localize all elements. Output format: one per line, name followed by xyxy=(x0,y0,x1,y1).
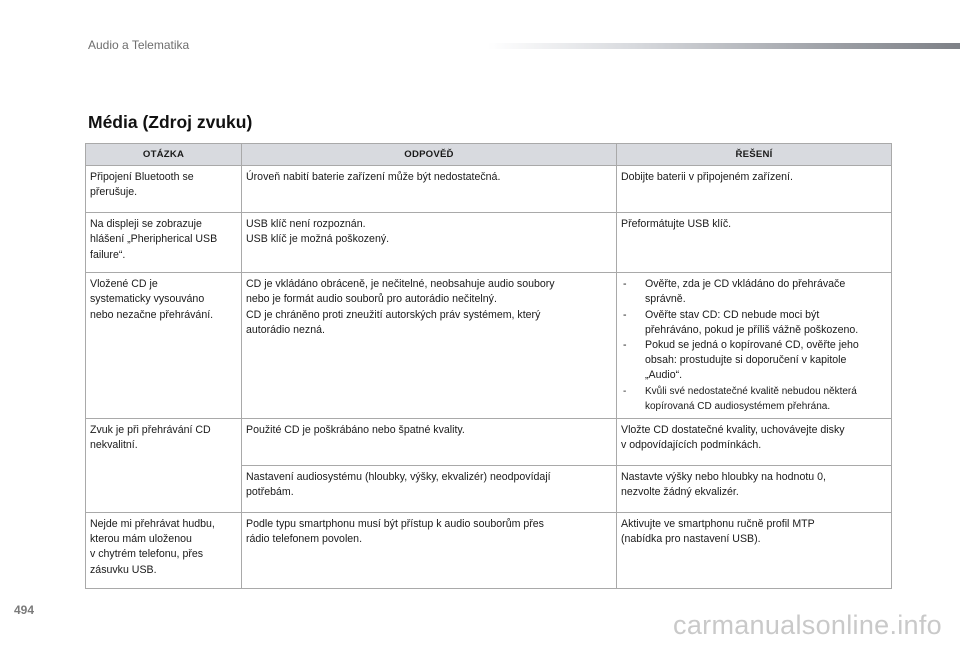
cell-text: Přeformátujte USB klíč. xyxy=(621,218,732,231)
cell-text: nezvolte žádný ekvalizér. xyxy=(621,486,739,499)
cell-text: v odpovídajících podmínkách. xyxy=(621,439,762,452)
bullet-item xyxy=(621,277,887,307)
cell-text: nekvalitní. xyxy=(90,439,138,452)
cell-text: systematicky vysouváno xyxy=(90,293,205,306)
solution-cell xyxy=(617,166,892,213)
cell-text: Vložte CD dostatečné kvality, uchovávejte disky xyxy=(621,424,845,437)
cell-text: hlášení „Pheripherical USB xyxy=(90,233,218,246)
question-cell xyxy=(86,273,242,419)
cell-text: Nastavte výšky nebo hloubky na hodnotu 0, xyxy=(621,471,826,484)
cell-text: v chytrém telefonu, přes xyxy=(90,548,204,561)
cell-text: - Pokud se jedná o kopírované CD, ověřte jeho xyxy=(645,339,859,352)
section-label: Audio a Telematika xyxy=(88,38,190,52)
cell-text: USB klíč je možná poškozený. xyxy=(246,233,390,246)
cell-text: Na displeji se zobrazuje xyxy=(90,218,202,231)
header-gradient-bar xyxy=(488,43,960,49)
cell-text: potřebám. xyxy=(246,486,294,499)
cell-text: rádio telefonem povolen. xyxy=(246,533,363,546)
question-cell xyxy=(86,213,242,273)
troubleshooting-table xyxy=(85,143,892,589)
cell-text: - Kvůli své nedostatečné kvalitě nebudou některá xyxy=(645,385,857,397)
cell-text: přerušuje. xyxy=(90,186,138,199)
cell-text: Zvuk je při přehrávání CD xyxy=(90,424,211,437)
answer-cell xyxy=(242,466,617,513)
table-row xyxy=(86,273,892,419)
bullet-item xyxy=(621,338,887,384)
cell-text: Nastavení audiosystému (hloubky, výšky, ekvalizér) neodpovídají xyxy=(246,471,551,484)
column-header-answer: ODPOVĚĎ xyxy=(242,144,617,166)
solution-bullet-list xyxy=(621,277,887,414)
cell-text: Nejde mi přehrávat hudbu, xyxy=(90,518,215,531)
solution-cell xyxy=(617,419,892,466)
answer-cell xyxy=(242,166,617,213)
cell-text: Úroveň nabití baterie zařízení může být nedostatečná. xyxy=(246,171,501,184)
question-cell xyxy=(86,166,242,213)
solution-cell xyxy=(617,213,892,273)
bullet-item xyxy=(621,308,887,338)
cell-text: nebo je formát audio souborů pro autorádio nečitelný. xyxy=(246,293,497,306)
question-cell xyxy=(86,419,242,513)
table-row xyxy=(86,213,892,273)
table-row xyxy=(86,419,892,466)
cell-text: Vložené CD je xyxy=(90,278,158,291)
cell-text: kterou mám uloženou xyxy=(90,533,192,546)
cell-text: nebo nezačne přehrávání. xyxy=(90,308,214,321)
table-row xyxy=(86,166,892,213)
cell-text: Aktivujte ve smartphonu ručně profil MTP xyxy=(621,518,815,531)
cell-text: Podle typu smartphonu musí být přístup k audio souborům přes xyxy=(246,518,544,531)
cell-text: zásuvku USB. xyxy=(90,563,157,576)
solution-cell xyxy=(617,273,892,419)
cell-text: správně. xyxy=(645,293,686,306)
cell-text: přehráváno, pokud je příliš vážně poškozeno. xyxy=(645,323,859,336)
page-title: Média (Zdroj zvuku) xyxy=(88,112,253,132)
cell-text: obsah: prostudujte si doporučení v kapitole xyxy=(645,354,847,367)
cell-text: Dobijte baterii v připojeném zařízení. xyxy=(621,171,793,184)
answer-cell xyxy=(242,513,617,589)
table-header-row xyxy=(86,144,892,166)
column-header-solution: ŘEŠENÍ xyxy=(617,144,892,166)
answer-cell xyxy=(242,273,617,419)
table-row xyxy=(86,513,892,589)
cell-text: Připojení Bluetooth se xyxy=(90,171,194,184)
cell-text: USB klíč není rozpoznán. xyxy=(246,218,366,231)
column-header-question: OTÁZKA xyxy=(86,144,242,166)
answer-cell xyxy=(242,213,617,273)
cell-text: „Audio“. xyxy=(645,369,683,382)
watermark: carmanualsonline.info xyxy=(673,610,942,640)
cell-text: failure“. xyxy=(90,248,126,261)
cell-text: (nabídka pro nastavení USB). xyxy=(621,533,761,546)
cell-text: - Ověřte stav CD: CD nebude moci být xyxy=(645,308,820,321)
solution-cell xyxy=(617,513,892,589)
question-cell xyxy=(86,513,242,589)
page-number: 494 xyxy=(14,603,35,617)
cell-text: Použité CD je poškrábáno nebo špatné kvality. xyxy=(246,424,465,437)
cell-text: CD je chráněno proti zneužití autorských práv systémem, který xyxy=(246,308,541,321)
cell-text: autorádio nezná. xyxy=(246,323,325,336)
cell-text: kopírovaná CD audiosystémem přehrána. xyxy=(645,400,831,412)
solution-cell xyxy=(617,466,892,513)
cell-text: CD je vkládáno obráceně, je nečitelné, neobsahuje audio soubory xyxy=(246,278,555,291)
answer-cell xyxy=(242,419,617,466)
cell-text: - Ověřte, zda je CD vkládáno do přehrávače xyxy=(645,278,846,291)
bullet-item xyxy=(621,384,887,414)
